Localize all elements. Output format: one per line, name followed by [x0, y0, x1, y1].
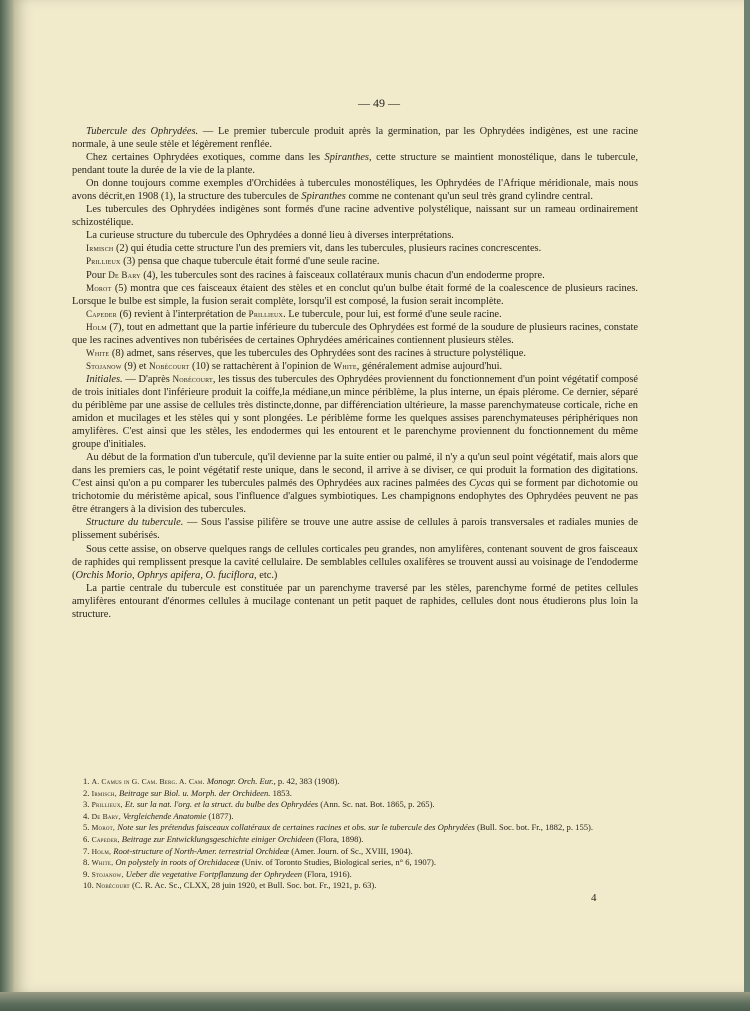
footnote-author: Nobécourt: [95, 881, 130, 891]
taxon-name: Cycas: [469, 478, 495, 490]
paragraph-text: Sous cette assise, on observe quelques rangs de cellules corticales peu grandes, non amylifères, contenant souvent de gros faisceaux de raphides qui remplissent presque la cavité cellulaire. De semblables cellules oxalifères se trouvent aussi au voisinage de l'endoderme (: [72, 543, 638, 581]
paragraph-text: (10) se rattachèrent à l'opinion de: [189, 360, 334, 372]
paragraph-text: (3) pensa que chaque tubercule était formé d'une seule racine.: [120, 256, 380, 268]
paragraph-text: , généralement admise aujourd'hui.: [356, 360, 503, 372]
footnote-number: 7.: [83, 845, 90, 856]
author-name: Nobécourt: [172, 373, 213, 384]
paragraph-text: — D'après: [122, 373, 173, 385]
author-name: Stojanow: [86, 360, 122, 371]
footnote: [72, 776, 638, 788]
footnote-title: Et. sur la nat. l'org. et la struct. du bulbe des Ophrydées: [124, 799, 319, 810]
footnote-number: 3.: [83, 799, 90, 810]
footnote-author: Prillieux,: [91, 800, 123, 810]
footnote-title: Monogr. Orch. Eur.: [206, 776, 274, 786]
paragraph-text: qui se forment par dichotomie ou trichotomie du méristème apical, sous l'influence d'algues symbiotiques. Les champignons endophytes des Ophrydées peuvent ne pas être étrangers à la division des tubercules.: [72, 478, 638, 516]
footnote-number: 2.: [83, 787, 90, 798]
author-name: De Bary: [108, 269, 141, 280]
footnote-source: (Flora, 1916).: [302, 868, 352, 879]
footnote-number: 9.: [83, 868, 90, 879]
author-name: Prillieux: [248, 308, 284, 319]
author-name: Morot: [86, 282, 112, 293]
paragraph-text: (5) montra que ces faisceaux étaient des stèles et en conclut qu'un bulbe était formé de la coalescence de plusieurs racines. Lorsque le bulbe est simple, la fusion serait complète, lorsqu'il est composé, la fusion serait incomplète.: [72, 282, 638, 307]
paragraph-text: comme ne contenant qu'un seul très grand cylindre central.: [345, 191, 593, 203]
footnote-title: Beitrage sur Biol. u. Morph. der Orchideen.: [118, 787, 271, 798]
author-name: Capeder: [86, 308, 117, 319]
taxon-name: Spiranthes,: [324, 152, 372, 164]
paragraph-text: — Sous l'assise pilifère se trouve une autre assise de cellules à parois transversales et radiales munies de plissement subérisés.: [72, 517, 638, 542]
paragraph-text: (6) revient à l'interprétation de: [116, 308, 249, 320]
paragraph-text: cette structure se maintient monostélique, dans le tubercule, pendant toute la durée de la vie de la plante.: [72, 152, 639, 177]
footnote: [72, 788, 638, 800]
paragraph-text: etc.): [256, 569, 278, 581]
footnote-source: (1877).: [206, 810, 234, 821]
book-edge: [0, 992, 750, 1011]
footnote-source: (Flora, 1898).: [313, 833, 364, 844]
footnote-author: White,: [91, 858, 114, 868]
paragraph-text: , les tissus des tubercules des Ophrydées proviennent du fonctionnement d'un point végétatif composé de trois initiales dont l'inférieure produit la coiffe,la médiane,un mince périblème, la plus interne, un épais plérome. Ce dernier, séparé du périblème par une assise de cellules très distincte,donne, par différenciation ultérieure, la masse parenchymateuse corticale, riche en amidon et mucilages et les stèles qui y sont plongées. Le périblème forme les quelques assises parenchymateuses périphériques non amylifères. C'est ainsi que les stèles, les endodermes qui les entourent et le parenchyme proviennent du fonctionnement du même groupe d'initiales.: [72, 373, 638, 451]
footnote: [72, 869, 638, 881]
footnote-number: 5.: [83, 822, 90, 833]
footnote-author: Stojanow,: [91, 869, 124, 879]
document-page: [14, 0, 744, 992]
footnote-source: (Amer. Journ. of Sc., XVIII, 1904).: [289, 845, 413, 856]
paragraph-text: (2) qui étudia cette structure l'un des premiers vit, dans les tubercules, plusieurs racines concrescentes.: [113, 243, 542, 255]
author-name: Holm: [86, 321, 107, 332]
footnote: [72, 846, 638, 858]
footnote: [72, 834, 638, 846]
taxon-name: Spiranthes: [301, 191, 346, 203]
paragraph-text: (8) admet, sans réserves, que les tubercules des Ophrydées sont des racines à structure polystélique.: [109, 347, 526, 359]
footnote-source: , p. 42, 383 (1908).: [273, 776, 340, 786]
footnote-author: De Bary,: [91, 811, 121, 821]
footnote-title: Ueber die vegetative Fortpflanzung der Ophrydeen: [125, 868, 303, 879]
footnote-source: (Ann. Sc. nat. Bot. 1865, p. 265).: [318, 799, 435, 810]
author-name: Irmisch: [86, 243, 114, 254]
footnote: [72, 811, 638, 823]
paragraph: [72, 516, 638, 542]
paragraph: [72, 373, 638, 451]
footnote-title: Root-structure of North-Amer. terrestrial Orchideæ: [113, 845, 290, 856]
footnote-source: (C. R. Ac. Sc., CLXX, 28 juin 1920, et Bull. Soc. bot. Fr., 1921, p. 63).: [129, 880, 377, 891]
footnote-author: Holm,: [91, 846, 112, 856]
paragraph: [72, 360, 638, 373]
footnote-title: Note sur les prétendus faisceaux collatéraux de certaines racines et obs. sur le tubercule des Ophrydées: [117, 822, 475, 833]
footnote: [72, 822, 638, 834]
paragraph: [72, 242, 638, 255]
footnote: [72, 799, 638, 811]
paragraph: [72, 543, 638, 582]
paragraph-text: On donne toujours comme exemples d'Orchidées à tubercules monostéliques, les Ophrydées de l'Afrique méridionale, mais nous avons décrit,en 1908 (1), la structure des tubercules de: [72, 178, 638, 203]
footnote: [72, 880, 638, 892]
paragraph-text: Les tubercules des Ophrydées indigènes sont formés d'une racine adventive polystélique, naissant sur un rameau ordinairement schizostélique.: [72, 204, 638, 229]
paragraph: [72, 269, 638, 282]
paragraph: [72, 203, 638, 229]
footnote-number: 4.: [83, 810, 90, 821]
footnote-title: Vergleichende Anatomie: [122, 810, 207, 821]
footnote-title: On polystely in roots of Orchidaceæ: [115, 857, 240, 868]
paragraph: [72, 177, 638, 203]
author-name: Prillieux: [86, 256, 121, 267]
paragraph-text: La partie centrale du tubercule est constituée par un parenchyme traversé par les stèles, parenchyme formé de petites cellules amylifères entourant d'énormes cellules à mucilage contenant un petit paquet de raphides, cellules dont nous étudierons plus loin la structure.: [72, 582, 638, 620]
body-text: [72, 125, 638, 621]
section-lead: Initiales.: [86, 373, 123, 385]
paragraph: [72, 229, 638, 242]
author-name: Nobécourt: [149, 360, 190, 371]
footnote-number: 6.: [83, 833, 90, 844]
taxon-name: Orchis Morio, Ophrys apifera, O. fuciflora,: [75, 569, 257, 581]
paragraph: [72, 151, 638, 177]
paragraph: [72, 347, 638, 360]
footnote-number: 8.: [83, 857, 90, 868]
footnote-author: A. Camus in G. Cam. Berg. A. Cam.: [91, 777, 205, 786]
footnote: [72, 857, 638, 869]
paragraph-text: Pour: [86, 269, 109, 281]
footnote-number: 10.: [83, 880, 94, 891]
footnotes: [72, 776, 638, 892]
author-name: White: [86, 347, 110, 358]
page-number: — 49 —: [358, 96, 400, 110]
binding-shadow: [0, 0, 14, 1011]
paragraph: [72, 255, 638, 268]
paragraph-text: Chez certaines Ophrydées exotiques, comme dans les: [86, 152, 325, 164]
paragraph-text: — Le premier tubercule produit après la germination, par les Ophrydées indigènes, est une racine normale, à une seule stèle et légèrement renflée.: [72, 126, 639, 151]
paragraph: [72, 582, 638, 621]
footnote-title: Beitrage zur Entwicklungsgeschichte einiger Orchideen: [121, 833, 314, 844]
section-lead: Structure du tubercule.: [86, 517, 184, 529]
paragraph: [72, 308, 638, 321]
author-name: White: [333, 360, 357, 371]
paragraph: [72, 451, 638, 516]
paragraph-text: (9) et: [121, 360, 149, 372]
paragraph-text: La curieuse structure du tubercule des Ophrydées a donné lieu à diverses interprétations.: [86, 230, 454, 242]
footnote-author: Irmisch,: [91, 788, 117, 798]
paragraph: [72, 321, 638, 347]
footnote-author: Morot,: [91, 823, 116, 833]
paragraph-text: Au début de la formation d'un tubercule, qu'il devienne par la suite entier ou palmé, il n'y a qu'un seul point végétatif, mais alors que dans les premiers cas, le point végétatif reste unique, dans le second, il arrive à se diviser, ce qui produit la formation des digitations. C'est ainsi qu'on a pu comparer les tubercules palmés des Ophrydées aux racines palmées des: [72, 452, 638, 490]
footnote-source: (Bull. Soc. bot. Fr., 1882, p. 155).: [474, 822, 594, 833]
footnote-source: (Univ. of Toronto Studies, Biological series, n° 6, 1907).: [239, 857, 436, 868]
paragraph-text: (7), tout en admettant que la partie inférieure du tubercule des Ophrydées est formé de la soudure de plusieurs racines, constate que les racines adventives non tubérisées de certaines Ophrydées américaines contiennent plusieurs stèles.: [72, 321, 638, 346]
paragraph: [72, 125, 638, 151]
footnote-source: 1853.: [270, 787, 292, 798]
footnote-author: Capeder,: [91, 834, 120, 844]
footnote-number: 1.: [83, 776, 90, 786]
paragraph: [72, 282, 638, 308]
signature-mark: 4: [591, 892, 597, 904]
paragraph-text: (4), les tubercules sont des racines à faisceaux collatéraux munis chacun d'un endoderme propre.: [140, 269, 545, 281]
section-lead: Tubercule des Ophrydées.: [86, 126, 199, 137]
paragraph-text: . Le tubercule, pour lui, est formé d'une seule racine.: [283, 308, 502, 320]
